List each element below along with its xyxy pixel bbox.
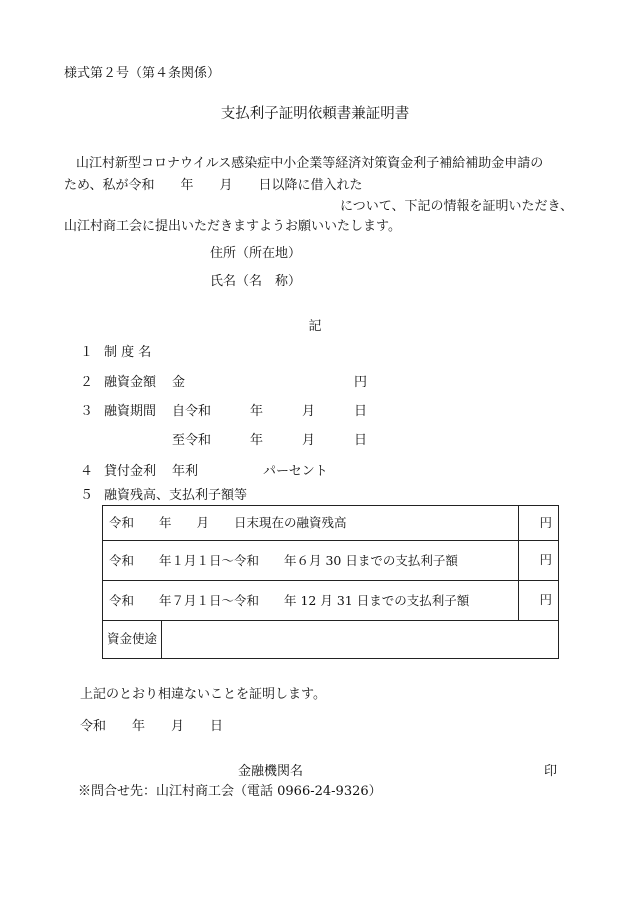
usage-value-cell[interactable] xyxy=(162,621,559,659)
item-number-5: ５ xyxy=(80,488,94,503)
item-label-loan-period: 融資期間 xyxy=(104,404,157,419)
item-number-3: ３ xyxy=(80,404,94,419)
item-label-balance-interest: 融資残高、支払利子額等 xyxy=(104,488,248,503)
request-line-3: について、下記の情報を証明いただき、 xyxy=(340,199,573,214)
item-value-period-to: 至令和 年 月 日 xyxy=(172,433,368,448)
balance-label-cell: 令和 年 月 日末現在の融資残高 xyxy=(103,506,519,541)
form-number: 様式第２号（第４条関係） xyxy=(64,66,221,81)
item-value-loan-amount: 金 円 xyxy=(172,375,368,390)
balance-interest-table xyxy=(102,505,559,659)
interest-h1-label-cell: 令和 年１月１日～令和 年６月 30 日までの支払利子額 xyxy=(103,541,519,581)
interest-h2-label-cell: 令和 年７月１日～令和 年 12 月 31 日までの支払利子額 xyxy=(103,581,519,621)
item-number-1: １ xyxy=(80,345,94,360)
certify-text: 上記のとおり相違ないことを証明します。 xyxy=(80,687,326,702)
contact-info: ※問合せ先：山江村商工会（電話 0966-24-9326） xyxy=(78,784,382,799)
item-value-interest-rate: 年利 パーセント xyxy=(172,464,328,479)
request-line-4: 山江村商工会に提出いただきますようお願いいたします。 xyxy=(64,219,401,234)
address-label: 住所（所在地） xyxy=(210,246,302,261)
table-row xyxy=(103,506,559,541)
item-label-interest-rate: 貸付金利 xyxy=(104,464,157,479)
balance-unit-cell[interactable]: 円 xyxy=(518,506,558,541)
seal-mark: 印 xyxy=(544,764,558,779)
table-row xyxy=(103,541,559,581)
interest-h1-unit-cell[interactable]: 円 xyxy=(518,541,558,581)
name-label: 氏名（名 称） xyxy=(210,274,302,289)
item-value-period-from: 自令和 年 月 日 xyxy=(172,404,368,419)
item-number-4: ４ xyxy=(80,464,94,479)
interest-h2-unit-cell[interactable]: 円 xyxy=(518,581,558,621)
usage-label-cell: 資金使途 xyxy=(103,621,162,659)
table-row xyxy=(103,581,559,621)
institution-label: 金融機関名 xyxy=(238,764,304,779)
page-title: 支払利子証明依頼書兼証明書 xyxy=(220,106,410,122)
item-label-seido: 制 度 名 xyxy=(104,345,152,360)
ki-heading: 記 xyxy=(308,319,322,334)
item-number-2: ２ xyxy=(80,375,94,390)
item-label-loan-amount: 融資金額 xyxy=(104,375,157,390)
request-line-1: 山江村新型コロナウイルス感染症中小企業等経済対策資金利子補給補助金申請の xyxy=(76,156,544,171)
table-row xyxy=(103,621,559,659)
request-line-2: ため、私が令和 年 月 日以降に借入れた xyxy=(64,178,363,193)
certify-date: 令和 年 月 日 xyxy=(80,719,224,734)
